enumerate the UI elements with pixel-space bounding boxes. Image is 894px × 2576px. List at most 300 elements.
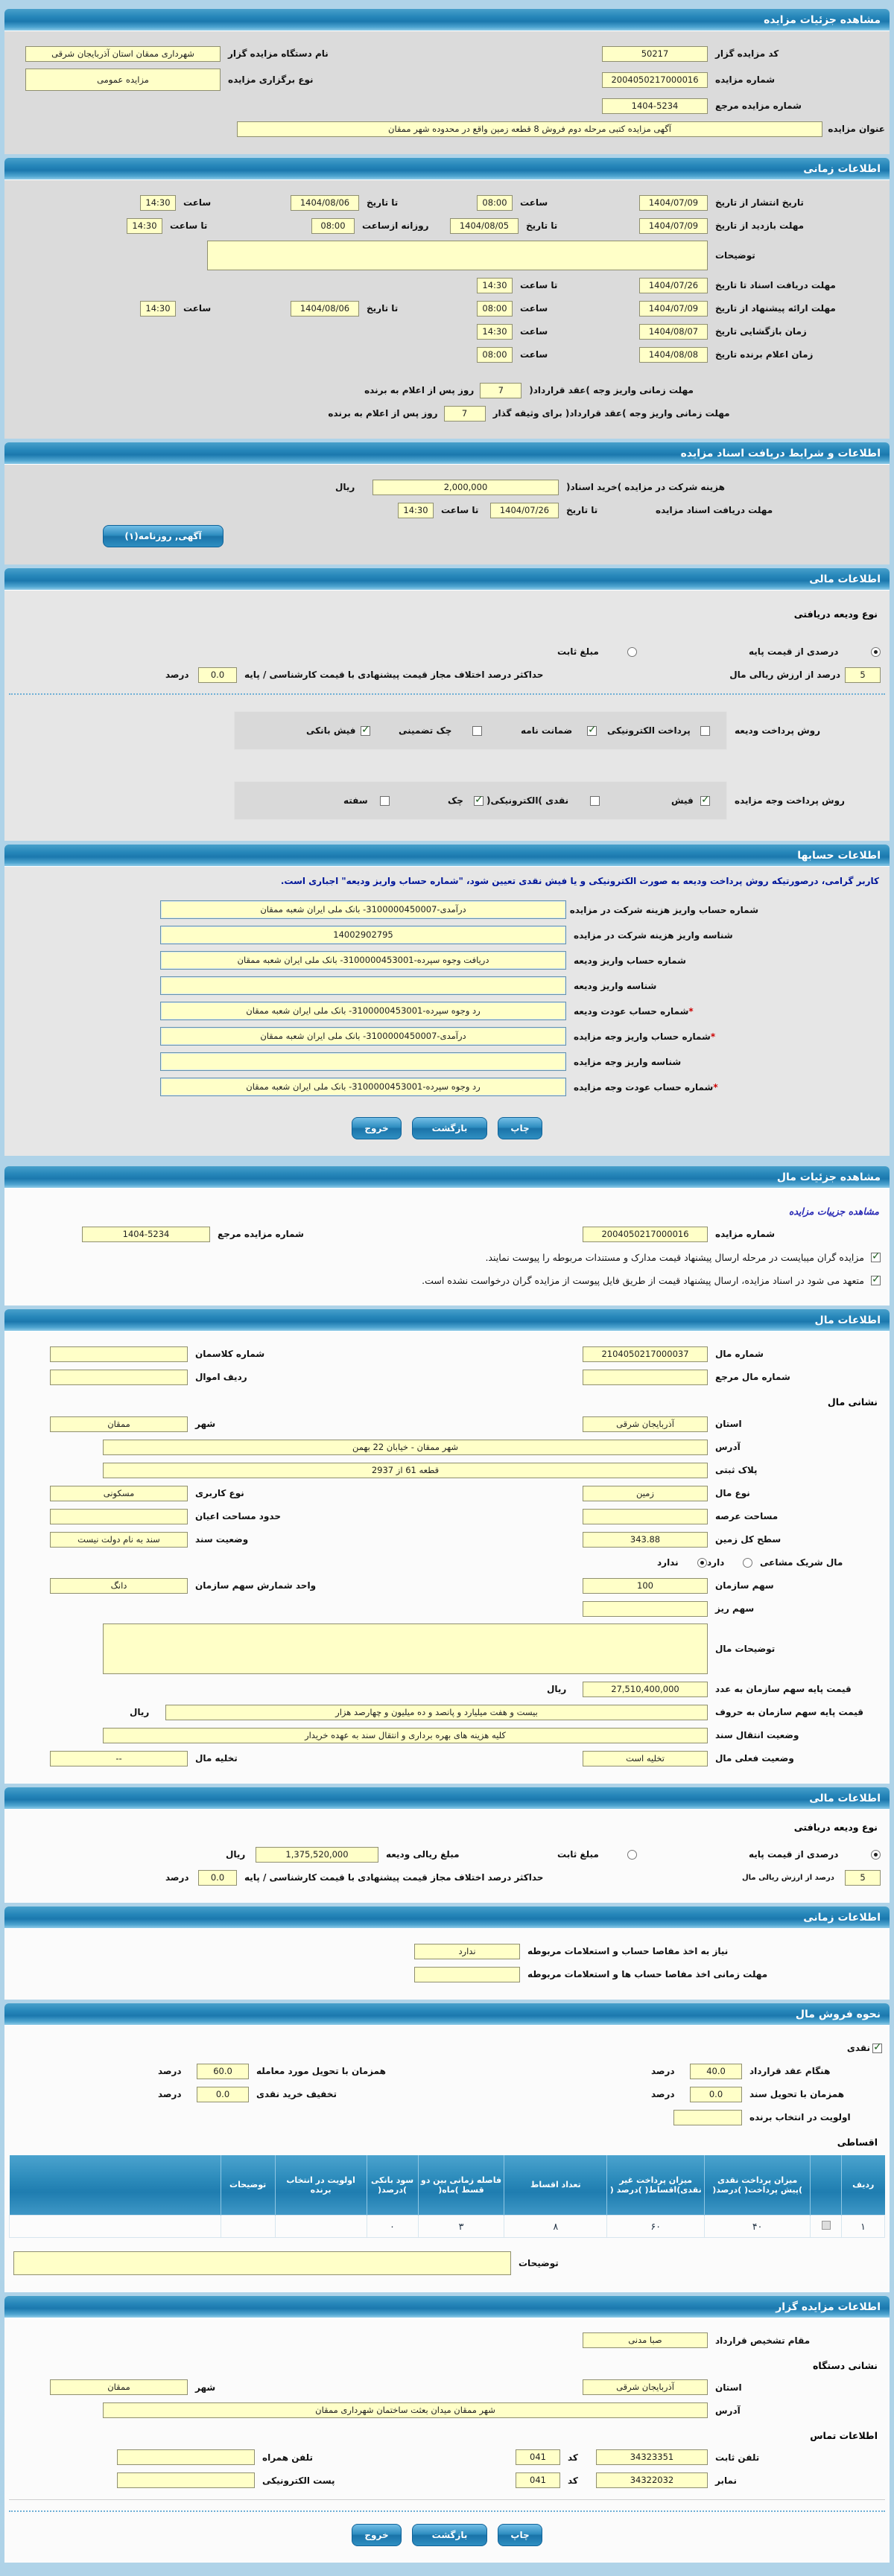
fee-deposit-account-row — [9, 900, 885, 919]
contract-officer-label: مقام تشخیص قرارداد — [715, 2335, 811, 2346]
sub-share-row — [9, 1600, 885, 1617]
percent-unit-label: درصد — [165, 670, 189, 680]
print-button[interactable]: چاپ — [498, 1117, 542, 1139]
offer-to-date-label: تا تاریخ — [367, 303, 399, 314]
deposit-account-row — [9, 951, 885, 970]
section-title: اطلاعات حسابها — [797, 850, 881, 862]
visit-date-row — [9, 217, 885, 234]
clearance-deadline-field[interactable] — [414, 1967, 520, 1982]
asset-address-row — [9, 1439, 885, 1455]
auction-fee-id-field[interactable] — [160, 1052, 566, 1071]
deed-status-field[interactable]: سند به نام دولت نیست — [50, 1532, 188, 1548]
sub-share-label: سهم ریز — [715, 1603, 755, 1614]
assets-row-field[interactable] — [50, 1370, 188, 1385]
deposit-type-label: نوع ودیعه دریافتی — [793, 608, 878, 620]
auction-fee-id-label: شناسه واریز وجه مزایده — [574, 1056, 682, 1067]
fee-deposit-id-field[interactable]: 14002902795 — [160, 926, 566, 944]
winner-announce-date-field[interactable]: 1404/08/08 — [639, 347, 708, 363]
auction-subject-field[interactable]: آگهی مزایده کتبی مرحله دوم فروش 8 قطعه زمین واقع در محدوده شهر ممقان — [237, 121, 822, 137]
contract-payment-deadline-label: مهلت زمانی واریز وجه )عقد قرارداد( — [529, 385, 694, 395]
current-status-row — [9, 1750, 885, 1766]
auction-fee-return-account-label: شماره حساب عودت وجه مزایده — [574, 1081, 714, 1093]
shared-no-radio[interactable] — [697, 1558, 707, 1568]
deposit-id-label: شناسه واریز ودیعه — [574, 980, 657, 991]
asset-ref-label: شماره مال مرجع — [715, 1372, 790, 1382]
section-sale-method — [4, 2026, 890, 2292]
fee-deposit-account-field[interactable]: درآمدی-3100000450007- بانک ملی ایران شعبه ممقان — [160, 900, 566, 919]
auction-fee-payment-method-row — [9, 781, 885, 820]
deposit-id-field[interactable] — [160, 976, 566, 995]
percent-unit-label: درصد — [651, 2066, 675, 2076]
row-select-checkbox[interactable] — [822, 2221, 831, 2230]
bank-receipt-checkbox[interactable] — [361, 726, 370, 736]
clearance-need-field[interactable]: ندارد — [414, 1944, 520, 1959]
docs-deadline-date-field[interactable]: 1404/07/26 — [639, 278, 708, 293]
building-area-field[interactable] — [50, 1509, 188, 1524]
offer-to-hour-label: ساعت — [183, 303, 212, 314]
asset-desc-row — [9, 1623, 885, 1674]
cash-discount-label: تخفیف خرید نقدی — [256, 2089, 337, 2099]
publish-date-row — [9, 194, 885, 211]
section-header-asset-info — [4, 1309, 890, 1332]
deposit-account-label: شماره حساب واریز ودیعه — [574, 955, 686, 966]
auction-number-row — [9, 69, 885, 91]
land-area-field[interactable] — [583, 1509, 708, 1524]
mobile-label: تلفن همراه — [262, 2452, 314, 2463]
org-share-row — [9, 1577, 885, 1594]
total-land-field[interactable]: 343.88 — [583, 1532, 708, 1548]
asset-deposit-percent-field[interactable]: 5 — [845, 1870, 881, 1886]
contract-officer-row — [9, 2332, 885, 2349]
bank-receipt-label: فیش بانکی — [306, 725, 356, 736]
docs-receive-deadline-date-field[interactable]: 1404/07/26 — [490, 503, 559, 518]
certified-check-checkbox[interactable] — [472, 726, 482, 736]
deed-transfer-field[interactable]: کلیه هزینه های بهره برداری و انتقال سند به عهده خریدار — [103, 1728, 708, 1743]
asset-address-field[interactable]: شهر ممقان - خیابان 22 بهمن — [103, 1440, 708, 1455]
cell-description — [221, 2215, 275, 2237]
max-price-diff-label: حداکثر درصد اختلاف مجاز قیمت پیشنهادی با قیمت کارشناسی / پایه — [244, 670, 544, 680]
asset-desc-label: توضیحات مال — [715, 1644, 776, 1654]
exit-button[interactable]: خروج — [352, 2524, 401, 2546]
back-button[interactable]: بازگشت — [412, 1117, 488, 1139]
winner-announce-row — [9, 346, 885, 363]
section-header-auctioneer-info — [4, 2296, 890, 2318]
agency-city-field[interactable]: ممقان — [50, 2379, 188, 2395]
phone-code-field[interactable]: 041 — [516, 2449, 560, 2465]
asset-number-label: شماره مال — [715, 1349, 764, 1359]
deed-status-label: وضعیت سند — [195, 1534, 249, 1545]
delivery-percent-label: همزمان با تحویل مورد معامله — [256, 2066, 386, 2076]
col-installment-gap: فاصله زمانی بین دو قسط )ماه( — [418, 2155, 504, 2215]
docs-deadline-label: مهلت دریافت اسناد تا تاریخ — [715, 280, 836, 290]
rial-unit-label: ریال — [547, 1684, 567, 1694]
time-desc-field[interactable] — [207, 241, 708, 270]
shared-no-label: ندارد — [657, 1557, 679, 1568]
usage-type-label: نوع کاربری — [195, 1488, 244, 1498]
percent-unit-label: درصد — [158, 2089, 182, 2099]
contract-percent-label: هنگام عقد قرارداد — [749, 2066, 831, 2076]
accounts-notice: کاربر گرامی، درصورتیکه روش پرداخت ودیعه به صورت الکترونیکی و یا فیش نقدی تعیین شود، "شماره حساب واریز ودیعه" اجباری است. — [280, 876, 879, 886]
asset-kind-row — [9, 1485, 885, 1501]
cash-sale-checkbox-row — [9, 2040, 885, 2056]
no-price-file-checkbox[interactable] — [871, 1276, 881, 1285]
section-financial-info — [4, 591, 890, 841]
contract-percent-field[interactable]: 40.0 — [690, 2064, 742, 2079]
asset-auction-number-label: شماره مزایده — [715, 1229, 776, 1239]
installment-table-header-row — [10, 2155, 885, 2215]
asset-kind-field[interactable]: زمین — [583, 1486, 708, 1501]
sale-desc-field[interactable] — [13, 2251, 511, 2275]
attach-docs-checkbox-row — [9, 1249, 885, 1265]
visit-from-date-field[interactable]: 1404/07/09 — [639, 218, 708, 234]
deposit-account-field[interactable]: دریافت وجوه سپرده-3100000453001- بانک ملی ایران شعبه ممقان — [160, 951, 566, 970]
deposit-return-account-row — [9, 1002, 885, 1020]
section-asset-financial — [4, 1810, 890, 1903]
fixed-amount-radio[interactable] — [627, 1850, 637, 1860]
land-area-label: مساحت عرصه — [715, 1511, 779, 1521]
certified-check-label: چک تضمینی — [399, 725, 452, 736]
asset-address-header: نشانی مال — [827, 1396, 878, 1408]
auction-type-label: نوع برگزاری مزایده — [228, 74, 314, 85]
land-area-row — [9, 1508, 885, 1524]
promissory-note-checkbox[interactable] — [380, 796, 390, 806]
visit-daily-hour-label: روزانه ازساعت — [362, 220, 429, 231]
participation-fee-label: هزینه شرکت در مزایده )خرید اسناد( — [566, 482, 725, 492]
deed-delivery-percent-field[interactable]: 0.0 — [690, 2087, 742, 2102]
asset-city-field[interactable]: ممقان — [50, 1416, 188, 1432]
winner-priority-field[interactable] — [673, 2110, 742, 2125]
cell-noncash-payment: ۶۰ — [607, 2215, 705, 2237]
auction-ref-field[interactable]: 1404-5234 — [602, 98, 708, 114]
winner-announce-label: زمان اعلام برنده تاریخ — [715, 349, 814, 360]
sub-share-field[interactable] — [583, 1601, 708, 1617]
current-status-label: وضعیت فعلی مال — [715, 1753, 794, 1764]
visit-to-date-field[interactable]: 1404/08/05 — [450, 218, 519, 234]
guarantee-letter-checkbox[interactable] — [587, 726, 597, 736]
col-winner-priority: اولویت در انتخاب برنده — [275, 2155, 367, 2215]
offer-from-date-field[interactable]: 1404/07/09 — [639, 301, 708, 317]
section-title: اطلاعات و شرایط دریافت اسناد مزایده — [680, 448, 881, 459]
col-select — [811, 2155, 842, 2215]
evacuation-field[interactable]: -- — [50, 1751, 188, 1766]
docs-deadline-hour-field[interactable]: 14:30 — [477, 278, 513, 293]
auction-ref-label: شماره مزایده مرجع — [715, 101, 802, 111]
col-bank-interest: سود بانکی )درصد( — [367, 2155, 418, 2215]
installment-table — [9, 2155, 885, 2238]
section-title: مشاهده جزئیات مزایده — [764, 14, 881, 26]
agency-address-field[interactable]: شهر ممقان میدان بعثت ساختمان شهرداری ممقان — [103, 2402, 708, 2418]
asset-province-field[interactable]: آذربایجان شرقی — [583, 1416, 708, 1432]
auction-details-link-row — [9, 1203, 885, 1219]
mobile-field[interactable] — [117, 2449, 255, 2465]
offer-to-date-field[interactable]: 1404/08/06 — [291, 301, 359, 317]
publish-to-date-field[interactable]: 1404/08/06 — [291, 195, 359, 211]
fax-field[interactable]: 34322032 — [596, 2472, 708, 2488]
footer-buttons-row — [9, 2524, 885, 2546]
max-price-diff-field[interactable]: 0.0 — [198, 1870, 237, 1886]
fee-deposit-id-row — [9, 926, 885, 944]
publish-from-hour-field[interactable]: 08:00 — [477, 195, 513, 211]
asset-address-label: آدرس — [715, 1442, 741, 1452]
deposit-return-account-label: شماره حساب عودت ودیعه — [574, 1005, 689, 1017]
asset-auction-number-row — [9, 1226, 885, 1242]
deed-delivery-percent-row — [9, 2086, 885, 2102]
shared-yes-radio[interactable] — [743, 1558, 752, 1568]
rial-unit-label: ریال — [130, 1707, 150, 1717]
required-mark: * — [713, 1081, 718, 1093]
deed-transfer-label: وضعیت انتقال سند — [715, 1730, 799, 1740]
section-title: اطلاعات مال — [814, 1314, 881, 1326]
percent-of-base-label: درصدی از قیمت پایه — [749, 1849, 839, 1860]
opening-hour-field[interactable]: 14:30 — [477, 324, 513, 340]
org-name-label: نام دستگاه مزایده گزار — [228, 48, 329, 59]
phone-label: تلفن ثابت — [715, 2452, 760, 2463]
base-price-words-field[interactable]: بیست و هفت میلیارد و پانصد و ده میلیون و چهارصد هزار — [165, 1705, 708, 1720]
asset-kind-label: نوع مال — [715, 1488, 750, 1498]
auction-fee-account-field[interactable]: درآمدی-3100000450007- بانک ملی ایران شعبه ممقان — [160, 1027, 566, 1046]
fixed-amount-label: مبلغ ثابت — [557, 1849, 599, 1860]
opening-time-label: زمان بازگشایی تاریخ — [715, 326, 807, 337]
asset-desc-field[interactable] — [103, 1623, 708, 1674]
visit-to-date-label: تا تاریخ — [526, 220, 558, 231]
deposit-type-label: نوع ودیعه دریافتی — [793, 1822, 878, 1833]
attach-docs-text: مزایده گران میبایست در مرحله ارسال پیشنهاد قیمت مدارک و مستندات مربوطه را پیوست نمایند. — [485, 1251, 864, 1263]
dotted-divider — [9, 693, 885, 695]
delivery-percent-field[interactable]: 60.0 — [197, 2064, 249, 2079]
fixed-amount-radio[interactable] — [627, 647, 637, 657]
publish-to-hour-label: ساعت — [183, 197, 212, 208]
receipt-checkbox[interactable] — [700, 796, 710, 806]
shared-ownership-label: مال شریک مشاعی — [760, 1557, 843, 1568]
auction-ref-row — [9, 98, 885, 114]
auction-subject-label: عنوان مزایده — [828, 124, 885, 134]
agency-province-row — [9, 2379, 885, 2396]
visit-to-hour-field[interactable]: 14:30 — [127, 218, 162, 234]
offer-from-hour-field[interactable]: 08:00 — [477, 301, 513, 317]
check-checkbox[interactable] — [474, 796, 484, 806]
deposit-percent-label: درصد از ارزش ریالی مال — [729, 670, 840, 680]
classification-number-field[interactable] — [50, 1346, 188, 1362]
print-button[interactable]: چاپ — [498, 2524, 542, 2546]
asset-ref-field[interactable] — [583, 1370, 708, 1385]
bidder-code-field[interactable]: 50217 — [602, 46, 708, 62]
contact-info-header: اطلاعات تماس — [810, 2429, 878, 2441]
winner-announce-hour-field[interactable]: 08:00 — [477, 347, 513, 363]
section-header-financial-info — [4, 568, 890, 591]
percent-of-base-radio[interactable] — [871, 1850, 881, 1860]
footer-divider — [9, 2499, 885, 2500]
visit-daily-from-hour-field[interactable]: 08:00 — [311, 218, 355, 234]
asset-deposit-percent-row — [9, 1869, 885, 1886]
agency-address-row — [9, 2402, 885, 2419]
attach-docs-checkbox[interactable] — [871, 1253, 881, 1262]
installment-header: اقساطی — [837, 2137, 878, 2148]
section-accounts — [4, 867, 890, 1156]
electronic-payment-label: پرداخت الکترونیکی — [607, 725, 691, 736]
time-desc-label: توضیحات — [715, 250, 755, 261]
phone-row — [9, 2449, 885, 2466]
cash-electronic-label: نقدی )الکترونیکی( — [486, 795, 569, 806]
section-title: مشاهده جزئیات مال — [776, 1171, 881, 1183]
accounts-buttons-row — [9, 1117, 885, 1139]
building-area-label: حدود مساحت اعیان — [195, 1511, 282, 1521]
asset-city-label: شهر — [195, 1419, 216, 1429]
base-price-number-field[interactable]: 27,510,400,000 — [583, 1682, 708, 1697]
asset-auction-number-field[interactable]: 2004050217000016 — [583, 1227, 708, 1242]
auction-type-field[interactable]: مزایده عمومی — [25, 69, 221, 91]
clearance-deadline-row — [9, 1966, 885, 1982]
percent-of-base-label: درصدی از قیمت پایه — [749, 646, 839, 657]
required-mark: * — [688, 1005, 694, 1017]
contract-payment-deadline-row — [9, 382, 885, 398]
phone-field[interactable]: 34323351 — [596, 2449, 708, 2465]
installment-row — [10, 2215, 885, 2237]
back-button[interactable]: بازگشت — [412, 2524, 488, 2546]
auction-details-link[interactable]: مشاهده جزییات مزایده — [788, 1205, 879, 1217]
section-header-docs-terms — [4, 442, 890, 465]
asset-number-row — [9, 1346, 885, 1362]
org-name-field[interactable]: شهرداری ممقان استان آذربایجان شرقی — [25, 46, 221, 62]
auction-fee-return-account-field[interactable]: رد وجوه سپرده-3100000453001- بانک ملی ایران شعبه ممقان — [160, 1078, 566, 1096]
deposit-payment-method-row — [9, 711, 885, 750]
section-asset-info — [4, 1332, 890, 1784]
offer-to-hour-field[interactable]: 14:30 — [140, 301, 176, 317]
asset-province-label: استان — [715, 1419, 742, 1429]
required-mark: * — [710, 1031, 716, 1042]
sale-desc-row — [9, 2251, 885, 2275]
opening-date-field[interactable]: 1404/08/07 — [639, 324, 708, 340]
offer-period-row — [9, 300, 885, 317]
electronic-payment-checkbox[interactable] — [700, 726, 710, 736]
cell-blank — [10, 2215, 221, 2237]
asset-deposit-percent-label: درصد از ارزش ریالی مال — [742, 1873, 834, 1882]
cash-sale-label: نقدی — [846, 2043, 870, 2053]
publish-from-date-field[interactable]: 1404/07/09 — [639, 195, 708, 211]
deposit-payment-method-group — [234, 711, 727, 750]
section-auction-details — [4, 31, 890, 154]
guarantor-payment-deadline-label: مهلت زمانی واریز وجه )عقد قرارداد( برای وثیقه گذار — [492, 408, 730, 419]
asset-number-field[interactable]: 2104050217000037 — [583, 1346, 708, 1362]
org-share-label: سهم سازمان — [715, 1580, 774, 1591]
cash-discount-field[interactable]: 0.0 — [197, 2087, 249, 2102]
total-land-label: سطح کل زمین — [715, 1534, 782, 1545]
max-price-diff-field[interactable]: 0.0 — [198, 667, 237, 683]
fax-code-field[interactable]: 041 — [516, 2472, 560, 2488]
winner-priority-label: اولویت در انتخاب برنده — [749, 2112, 851, 2122]
email-field[interactable] — [117, 2472, 255, 2488]
clearance-deadline-label: مهلت زمانی اخذ مفاصا حساب ها و استعلامات مربوطه — [527, 1969, 768, 1979]
cash-electronic-checkbox[interactable] — [590, 796, 600, 806]
auction-number-label: شماره مزایده — [715, 74, 776, 85]
fax-code-label: کد — [568, 2475, 578, 2486]
col-blank — [10, 2155, 221, 2215]
usage-type-field[interactable]: مسکونی — [50, 1486, 188, 1501]
col-row-number: ردیف — [842, 2155, 885, 2215]
promissory-note-label: سفته — [343, 795, 368, 806]
deposit-percent-field[interactable]: 5 — [845, 667, 881, 683]
registration-plate-field[interactable]: قطعه 61 از 2937 — [103, 1463, 708, 1478]
bidder-code-row — [9, 45, 885, 62]
newspaper-ad-button[interactable]: آگهی, روزنامه(۱) — [103, 525, 224, 547]
contract-payment-days-field[interactable]: 7 — [480, 383, 522, 398]
guarantor-payment-deadline-row — [9, 405, 885, 422]
winner-priority-row — [9, 2109, 885, 2125]
max-price-diff-label: حداکثر درصد اختلاف مجاز قیمت پیشنهادی با قیمت کارشناسی / پایه — [244, 1872, 544, 1883]
deposit-id-row — [9, 976, 885, 995]
contract-officer-field[interactable]: صبا مدنی — [583, 2332, 708, 2348]
cell-winner-priority — [275, 2215, 367, 2237]
guarantor-payment-days-field[interactable]: 7 — [444, 406, 486, 422]
agency-province-field[interactable]: آذربایجان شرقی — [583, 2379, 708, 2395]
asset-auction-ref-field[interactable]: 1404-5234 — [82, 1227, 210, 1242]
publish-from-hour-label: ساعت — [520, 197, 548, 208]
total-land-row — [9, 1531, 885, 1548]
base-price-number-row — [9, 1681, 885, 1697]
footer-dotted-divider — [9, 2510, 885, 2512]
opening-hour-label: ساعت — [520, 326, 548, 337]
deposit-amount-label: مبلغ ریالی ودیعه — [386, 1849, 460, 1860]
phone-code-label: کد — [568, 2452, 578, 2463]
clearance-need-label: نیاز به اخذ مفاصا حساب و استعلامات مربوطه — [527, 1946, 729, 1956]
docs-receive-deadline-hour-field[interactable]: 14:30 — [398, 503, 434, 518]
no-price-file-checkbox-row — [9, 1272, 885, 1288]
docs-receive-deadline-label: مهلت دریافت اسناد مزایده — [656, 505, 773, 515]
docs-receive-deadline-row — [9, 502, 885, 518]
section-title: اطلاعات مالی — [809, 1793, 881, 1804]
visit-date-label: مهلت بازدید از تاریخ — [715, 220, 805, 231]
auction-fee-return-account-row — [9, 1078, 885, 1096]
shared-yes-label: دارد — [707, 1557, 725, 1568]
section-asset-time — [4, 1929, 890, 2000]
cash-sale-checkbox[interactable] — [872, 2044, 882, 2053]
percent-unit-label: درصد — [165, 1872, 189, 1883]
section-header-asset-time — [4, 1906, 890, 1929]
auction-fee-payment-method-group — [234, 781, 727, 820]
assets-row-label: ردیف اموال — [195, 1372, 247, 1382]
docs-deadline-row — [9, 277, 885, 293]
to-date-label: تا تاریخ — [566, 505, 598, 515]
auction-number-field[interactable]: 2004050217000016 — [602, 72, 708, 88]
deposit-return-account-field[interactable]: رد وجوه سپرده-3100000453001- بانک ملی ایران شعبه ممقان — [160, 1002, 566, 1020]
registration-plate-row — [9, 1462, 885, 1478]
share-unit-label: واحد شمارش سهم سازمان — [195, 1580, 317, 1591]
no-price-file-text: متعهد می شود در اسناد مزایده، ارسال پیشنهاد قیمت از طریق فایل پیوست از مزایده گران درخواست نشده است. — [422, 1274, 864, 1286]
offer-from-hour-label: ساعت — [520, 303, 548, 314]
participation-fee-field[interactable]: 2,000,000 — [372, 480, 559, 495]
percent-of-base-radio[interactable] — [871, 647, 881, 657]
days-after-winner-label: روز پس از اعلام به برنده — [328, 408, 438, 419]
fee-deposit-account-label: شماره حساب واریز هزینه شرکت در مزایده — [569, 904, 758, 915]
check-label: چک — [448, 795, 463, 806]
agency-address-label: آدرس — [715, 2405, 741, 2416]
agency-address-header: نشانی دستگاه — [813, 2359, 878, 2371]
auction-fee-payment-method-label: روش پرداخت وجه مزایده — [735, 795, 845, 806]
participation-fee-row — [9, 479, 885, 495]
section-auctioneer-info — [4, 2318, 890, 2563]
auction-fee-account-row — [9, 1027, 885, 1046]
cell-select — [811, 2215, 842, 2237]
deposit-amount-field[interactable]: 1,375,520,000 — [256, 1847, 378, 1863]
classification-number-label: شماره کلاسمان — [195, 1349, 265, 1359]
publish-to-hour-field[interactable]: 14:30 — [140, 195, 176, 211]
org-share-field[interactable]: 100 — [583, 1578, 708, 1594]
time-desc-row — [9, 241, 885, 270]
share-unit-field[interactable]: دانگ — [50, 1578, 188, 1594]
exit-button[interactable]: خروج — [352, 1117, 401, 1139]
current-status-field[interactable]: تخلیه است — [583, 1751, 708, 1766]
auction-fee-account-label: شماره حساب واریز وجه مزایده — [574, 1031, 711, 1042]
opening-time-row — [9, 323, 885, 340]
